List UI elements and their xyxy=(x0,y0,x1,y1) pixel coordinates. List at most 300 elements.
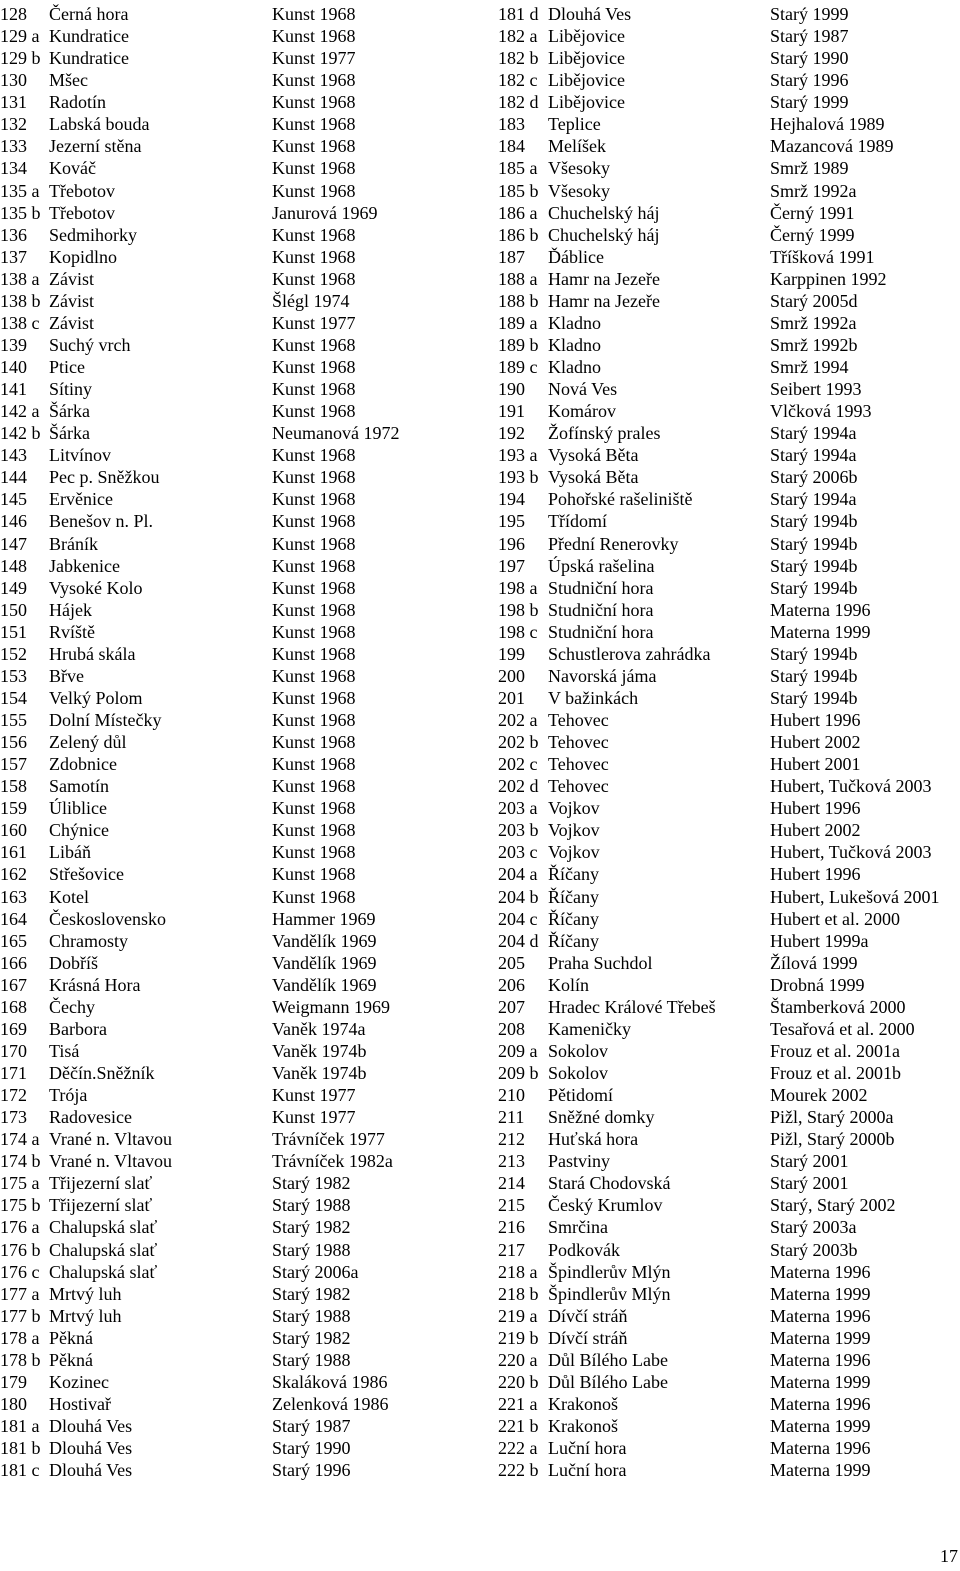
table-row xyxy=(0,246,470,268)
entry-number: 181 a xyxy=(0,1416,40,1436)
entry-number: 181 b xyxy=(0,1438,41,1459)
reference: Starý 1999 xyxy=(770,4,849,24)
site-name: Kotel xyxy=(49,886,89,907)
entry-number: 133 xyxy=(0,136,27,157)
reference: Kunst 1968 xyxy=(272,4,356,24)
reference: Kunst 1968 xyxy=(272,820,356,841)
reference: Kunst 1968 xyxy=(272,70,356,91)
table-row xyxy=(498,930,958,952)
reference: Kunst 1968 xyxy=(272,246,356,267)
site-name: Radovesice xyxy=(49,1107,132,1128)
entry-number: 134 xyxy=(0,158,27,179)
entry-number: 132 xyxy=(0,114,27,135)
reference: Starý 2003a xyxy=(770,1217,857,1238)
site-name: Vysoké Kolo xyxy=(49,577,143,598)
entry-number: 189 b xyxy=(498,334,539,355)
site-name: Ptice xyxy=(49,357,85,377)
reference: Vandělík 1969 xyxy=(272,930,377,951)
site-name: Velký Polom xyxy=(49,687,143,708)
table-row xyxy=(498,1283,958,1305)
site-name: Kozinec xyxy=(49,1371,109,1392)
table-row xyxy=(0,25,470,47)
table-row xyxy=(498,753,958,775)
table-row xyxy=(498,599,958,621)
site-name: Litvínov xyxy=(49,445,111,466)
entry-number: 154 xyxy=(0,687,27,708)
reference: Starý 1994b xyxy=(770,643,858,664)
entry-number: 203 c xyxy=(498,842,538,863)
entry-number: 207 xyxy=(498,996,525,1017)
site-name: Sedmihorky xyxy=(49,224,137,245)
entry-number: 222 b xyxy=(498,1460,539,1481)
table-row xyxy=(0,466,470,488)
entry-number: 212 xyxy=(498,1129,525,1150)
entry-number: 177 b xyxy=(0,1305,41,1326)
entry-number: 166 xyxy=(0,952,27,973)
site-name: Huťská hora xyxy=(548,1129,639,1150)
entry-number: 217 xyxy=(498,1239,525,1260)
entry-number: 204 a xyxy=(498,864,538,885)
reference: Starý 1996 xyxy=(272,1460,351,1481)
entry-number: 180 xyxy=(0,1393,27,1414)
table-row xyxy=(498,466,958,488)
table-row xyxy=(0,1106,470,1128)
table-row xyxy=(498,1128,958,1150)
site-name: Kladno xyxy=(548,357,601,377)
reference: Kunst 1968 xyxy=(272,92,356,113)
site-name: Radotín xyxy=(49,92,106,113)
entry-number: 148 xyxy=(0,555,27,576)
table-row xyxy=(498,709,958,731)
site-name: Zdobnice xyxy=(49,754,117,775)
reference: Kunst 1968 xyxy=(272,776,356,797)
reference: Kunst 1968 xyxy=(272,599,356,620)
entry-number: 203 a xyxy=(498,798,538,819)
entry-number: 191 xyxy=(498,401,525,422)
table-row xyxy=(498,1084,958,1106)
site-name: Barbora xyxy=(49,1018,107,1039)
entry-number: 178 b xyxy=(0,1349,41,1370)
reference: Smrž 1992a xyxy=(770,180,857,201)
table-row xyxy=(498,908,958,930)
entry-number: 204 d xyxy=(498,930,539,951)
site-name: Pětidomí xyxy=(548,1085,614,1106)
table-row xyxy=(498,378,958,400)
table-row xyxy=(498,731,958,753)
entry-number: 152 xyxy=(0,643,27,664)
reference: Vandělík 1969 xyxy=(272,952,377,973)
table-row xyxy=(498,47,958,69)
table-row xyxy=(498,841,958,863)
site-name: Vysoká Běta xyxy=(548,467,639,488)
reference: Starý 2003b xyxy=(770,1239,858,1260)
entry-number: 135 a xyxy=(0,180,40,201)
entry-number: 175 b xyxy=(0,1195,41,1216)
site-name: Hamr na Jezeře xyxy=(548,290,660,311)
reference: Vaněk 1974a xyxy=(272,1018,366,1039)
table-row xyxy=(0,1261,470,1283)
entry-number: 182 c xyxy=(498,70,538,91)
site-name: Krásná Hora xyxy=(49,974,141,995)
entry-number: 190 xyxy=(498,379,525,400)
reference: Neumanová 1972 xyxy=(272,423,400,444)
entry-number: 197 xyxy=(498,555,525,576)
table-row xyxy=(498,334,958,356)
site-name: Český Krumlov xyxy=(548,1195,663,1216)
reference: Kunst 1968 xyxy=(272,533,356,554)
table-row xyxy=(498,1327,958,1349)
table-row xyxy=(498,775,958,797)
table-row xyxy=(0,1216,470,1238)
reference: Drobná 1999 xyxy=(770,974,865,995)
site-name: Teplice xyxy=(548,114,601,135)
entry-number: 215 xyxy=(498,1195,525,1216)
site-name: Hamr na Jezeře xyxy=(548,268,660,289)
entry-number: 142 a xyxy=(0,401,40,422)
table-row xyxy=(0,1062,470,1084)
reference: Žílová 1999 xyxy=(770,952,858,973)
site-name: Dlouhá Ves xyxy=(49,1416,133,1436)
site-name: Československo xyxy=(49,908,166,929)
entry-number: 193 b xyxy=(498,467,539,488)
entry-number: 149 xyxy=(0,577,27,598)
table-row xyxy=(0,1172,470,1194)
table-row xyxy=(0,47,470,69)
site-name: Hradec Králové Třebeš xyxy=(548,996,716,1017)
site-name: Libáň xyxy=(49,842,91,863)
site-name: Mrtvý luh xyxy=(49,1305,122,1326)
site-name: Pěkná xyxy=(49,1327,93,1348)
table-row xyxy=(0,378,470,400)
entry-number: 189 c xyxy=(498,357,538,377)
site-name: Pec p. Sněžkou xyxy=(49,467,160,488)
reference: Starý 1994b xyxy=(770,687,858,708)
site-name: Tisá xyxy=(49,1040,80,1061)
site-name: Šárka xyxy=(49,401,90,422)
entry-number: 164 xyxy=(0,908,27,929)
entry-number: 135 b xyxy=(0,202,41,223)
entry-number: 184 xyxy=(498,136,525,157)
table-row xyxy=(498,422,958,444)
entry-number: 183 xyxy=(498,114,525,135)
table-row xyxy=(498,996,958,1018)
table-row xyxy=(0,841,470,863)
table-row xyxy=(0,555,470,577)
entry-number: 202 b xyxy=(498,732,539,753)
table-row xyxy=(498,69,958,91)
reference: Kunst 1968 xyxy=(272,621,356,642)
entry-number: 161 xyxy=(0,842,27,863)
table-row xyxy=(498,1172,958,1194)
site-name: Úpská rašelina xyxy=(548,555,655,576)
reference: Smrž 1989 xyxy=(770,158,849,179)
entry-number: 172 xyxy=(0,1085,27,1106)
site-name: Vojkov xyxy=(548,798,600,819)
entry-number: 155 xyxy=(0,710,27,730)
table-row xyxy=(0,444,470,466)
reference: Kunst 1968 xyxy=(272,687,356,708)
entry-number: 139 xyxy=(0,334,27,355)
entry-number: 192 xyxy=(498,423,525,444)
site-name: Špindlerův Mlýn xyxy=(548,1283,671,1304)
entry-number: 182 a xyxy=(498,26,538,47)
reference: Hubert 1996 xyxy=(770,864,861,885)
reference: Materna 1996 xyxy=(770,1438,871,1459)
entry-number: 187 xyxy=(498,246,525,267)
reference: Starý 1982 xyxy=(272,1173,351,1194)
reference: Kunst 1977 xyxy=(272,1107,356,1128)
site-name: Liběјovice xyxy=(548,70,625,91)
entry-number: 221 a xyxy=(498,1393,538,1414)
table-row xyxy=(498,687,958,709)
table-row xyxy=(0,356,470,378)
entry-number: 199 xyxy=(498,643,525,664)
reference: Kunst 1968 xyxy=(272,555,356,576)
site-name: Třebotov xyxy=(49,202,115,223)
table-row xyxy=(498,180,958,202)
reference: Kunst 1968 xyxy=(272,489,356,510)
reference: Materna 1999 xyxy=(770,1283,871,1304)
entry-number: 160 xyxy=(0,820,27,841)
entry-number: 156 xyxy=(0,732,27,753)
reference: Mourek 2002 xyxy=(770,1085,868,1106)
reference: Hubert 1996 xyxy=(770,798,861,819)
reference: Vandělík 1969 xyxy=(272,974,377,995)
table-row xyxy=(0,69,470,91)
entry-number: 189 a xyxy=(498,312,538,333)
site-name: Komárov xyxy=(548,401,616,422)
site-name: Kováč xyxy=(49,158,96,179)
site-name: Mšec xyxy=(49,70,88,91)
reference: Starý 2001 xyxy=(770,1173,849,1194)
table-row xyxy=(498,952,958,974)
reference: Kunst 1968 xyxy=(272,842,356,863)
site-name: Hájek xyxy=(49,599,92,620)
table-row xyxy=(0,731,470,753)
site-name: Sítiny xyxy=(49,379,93,400)
entry-number: 140 xyxy=(0,357,27,377)
reference: Starý 1994a xyxy=(770,423,857,444)
entry-number: 188 b xyxy=(498,290,539,311)
entry-number: 130 xyxy=(0,70,27,91)
reference: Kunst 1968 xyxy=(272,467,356,488)
entry-number: 147 xyxy=(0,533,27,554)
table-row xyxy=(0,863,470,885)
site-name: Sokolov xyxy=(548,1040,609,1061)
entry-number: 188 a xyxy=(498,268,538,289)
reference: Materna 1996 xyxy=(770,599,871,620)
table-row xyxy=(0,621,470,643)
site-name: Liběјovice xyxy=(548,26,625,47)
site-name: Vojkov xyxy=(548,842,600,863)
table-row xyxy=(0,135,470,157)
entry-number: 202 d xyxy=(498,776,539,797)
site-name: Špindlerův Mlýn xyxy=(548,1261,671,1282)
table-row xyxy=(0,643,470,665)
table-row xyxy=(498,1415,958,1437)
table-row xyxy=(0,180,470,202)
reference: Smrž 1992b xyxy=(770,334,858,355)
entry-number: 218 b xyxy=(498,1283,539,1304)
site-name: Luční hora xyxy=(548,1438,627,1459)
reference: Kunst 1968 xyxy=(272,445,356,466)
entry-number: 206 xyxy=(498,974,525,995)
table-row xyxy=(0,422,470,444)
table-row xyxy=(498,643,958,665)
entry-number: 169 xyxy=(0,1018,27,1039)
reference: Hubert 2002 xyxy=(770,732,861,753)
entry-number: 198 c xyxy=(498,621,538,642)
entry-number: 143 xyxy=(0,445,27,466)
site-name: Vrané n. Vltavou xyxy=(49,1151,173,1172)
table-row xyxy=(0,224,470,246)
site-name: Střešovice xyxy=(49,864,124,885)
entry-number: 153 xyxy=(0,665,27,686)
reference: Starý 1987 xyxy=(770,26,849,47)
reference: Materna 1999 xyxy=(770,1327,871,1348)
site-name: Ďáblice xyxy=(548,246,604,267)
entry-number: 175 a xyxy=(0,1173,40,1194)
table-row xyxy=(498,356,958,378)
site-name: Liběјovice xyxy=(548,92,625,113)
site-name: Dolní Místečky xyxy=(49,710,162,730)
entry-number: 185 a xyxy=(498,158,538,179)
table-row xyxy=(498,1459,958,1481)
entry-number: 146 xyxy=(0,511,27,532)
table-row xyxy=(498,1239,958,1261)
table-row xyxy=(498,1194,958,1216)
site-name: Tehovec xyxy=(548,776,609,797)
entry-number: 162 xyxy=(0,864,27,885)
reference: Materna 1996 xyxy=(770,1349,871,1370)
right-column xyxy=(498,3,958,1481)
entry-number: 163 xyxy=(0,886,27,907)
reference: Starý 1988 xyxy=(272,1195,351,1216)
reference: Janurová 1969 xyxy=(272,202,378,223)
site-name: Dlouhá Ves xyxy=(49,1438,133,1459)
entry-number: 129 a xyxy=(0,26,40,47)
table-row xyxy=(0,930,470,952)
entry-number: 182 b xyxy=(498,48,539,69)
table-row xyxy=(0,3,470,25)
site-name: Kolín xyxy=(548,974,590,995)
site-name: V bažinkách xyxy=(548,687,639,708)
entry-number: 219 a xyxy=(498,1305,538,1326)
reference: Starý 1990 xyxy=(272,1438,351,1459)
reference: Weigmann 1969 xyxy=(272,996,391,1017)
site-name: Jabkenice xyxy=(49,555,120,576)
reference: Hubert, Tučková 2003 xyxy=(770,776,932,797)
reference: Kunst 1968 xyxy=(272,180,356,201)
site-name: Říčany xyxy=(548,930,599,951)
site-name: Schustlerova zahrádka xyxy=(548,643,711,664)
site-name: Kundratice xyxy=(49,48,129,69)
site-name: Závist xyxy=(49,268,94,289)
entry-number: 202 c xyxy=(498,754,538,775)
table-row xyxy=(0,599,470,621)
site-name: Krakonoš xyxy=(548,1416,618,1436)
reference: Trávníček 1982a xyxy=(272,1151,393,1172)
reference: Starý 1994b xyxy=(770,533,858,554)
table-row xyxy=(0,974,470,996)
entry-number: 209 a xyxy=(498,1040,538,1061)
site-name: Trója xyxy=(49,1085,88,1106)
reference: Kunst 1977 xyxy=(272,48,356,69)
site-name: Všesoky xyxy=(548,158,610,179)
site-name: Třídomí xyxy=(548,511,607,532)
entry-number: 150 xyxy=(0,599,27,620)
site-name: Pastviny xyxy=(548,1151,611,1172)
entry-number: 209 b xyxy=(498,1063,539,1083)
table-row xyxy=(0,908,470,930)
reference: Kunst 1968 xyxy=(272,334,356,355)
table-row xyxy=(498,974,958,996)
site-name: Žofínský prales xyxy=(548,423,661,444)
reference: Kunst 1968 xyxy=(272,379,356,400)
reference: Starý 2001 xyxy=(770,1151,849,1172)
entry-number: 186 b xyxy=(498,224,539,245)
reference: Zelenková 1986 xyxy=(272,1393,389,1414)
reference: Kunst 1968 xyxy=(272,643,356,664)
entry-number: 216 xyxy=(498,1217,525,1238)
table-row xyxy=(498,1349,958,1371)
site-name: Třijezerní slať xyxy=(49,1173,153,1194)
reference: Starý 1982 xyxy=(272,1327,351,1348)
table-row xyxy=(498,577,958,599)
table-row xyxy=(0,1349,470,1371)
table-row xyxy=(0,1128,470,1150)
table-row xyxy=(498,886,958,908)
table-row xyxy=(0,1040,470,1062)
table-row xyxy=(0,1393,470,1415)
table-row xyxy=(0,91,470,113)
entry-number: 176 a xyxy=(0,1217,40,1238)
entry-number: 176 c xyxy=(0,1261,40,1282)
table-row xyxy=(0,334,470,356)
reference: Vaněk 1974b xyxy=(272,1063,367,1083)
entry-number: 193 a xyxy=(498,445,538,466)
entry-number: 214 xyxy=(498,1173,525,1194)
table-row xyxy=(498,797,958,819)
site-name: Hrubá skála xyxy=(49,643,136,664)
entry-number: 137 xyxy=(0,246,27,267)
site-name: Dlouhá Ves xyxy=(548,4,632,24)
table-row xyxy=(498,621,958,643)
reference: Hubert 1996 xyxy=(770,710,861,730)
site-name: Sněžné domky xyxy=(548,1107,655,1128)
site-name: Černá hora xyxy=(49,4,129,24)
reference: Kunst 1968 xyxy=(272,114,356,135)
table-row xyxy=(0,1415,470,1437)
reference: Hubert 1999a xyxy=(770,930,869,951)
site-name: Labská bouda xyxy=(49,114,150,135)
entry-number: 219 b xyxy=(498,1327,539,1348)
table-row xyxy=(498,863,958,885)
table-row xyxy=(0,202,470,224)
site-name: Chramosty xyxy=(49,930,128,951)
table-row xyxy=(498,533,958,555)
table-row xyxy=(0,996,470,1018)
entry-number: 142 b xyxy=(0,423,41,444)
table-row xyxy=(0,1150,470,1172)
table-row xyxy=(0,1371,470,1393)
entry-number: 159 xyxy=(0,798,27,819)
reference: Starý 1994a xyxy=(770,489,857,510)
site-name: Rvíště xyxy=(49,621,96,642)
table-row xyxy=(498,246,958,268)
table-row xyxy=(0,1459,470,1481)
entry-number: 145 xyxy=(0,489,27,510)
